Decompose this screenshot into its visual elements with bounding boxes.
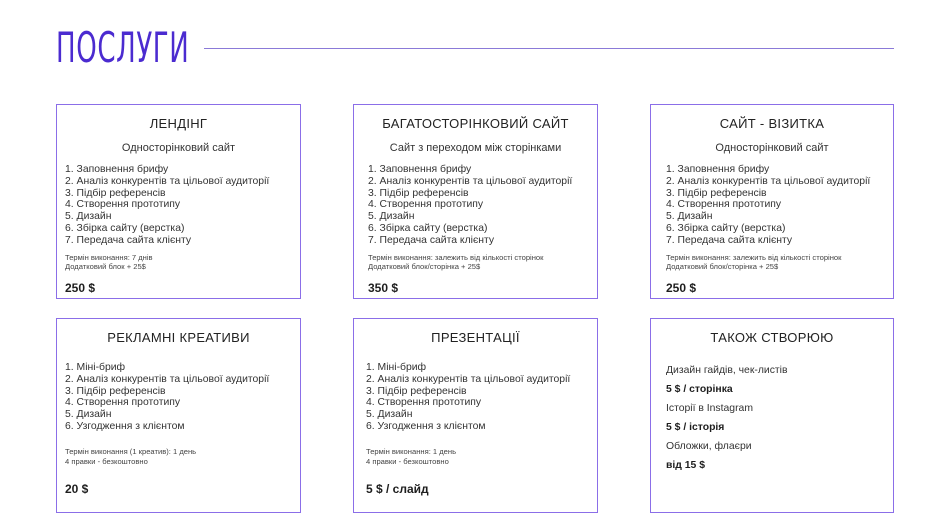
extra-note: Додатковий блок/сторінка + 25$ bbox=[368, 262, 481, 272]
also-create-card bbox=[650, 318, 894, 513]
step-item: 7. Передача сайта клієнту bbox=[65, 234, 192, 246]
term-note: Термін виконання (1 креатив): 1 день bbox=[65, 446, 197, 456]
step-item: 7. Передача сайта клієнту bbox=[368, 234, 495, 246]
card-subtitle: Сайт з переходом між сторінками bbox=[389, 142, 562, 154]
steps-list bbox=[57, 164, 300, 247]
steps-list bbox=[651, 164, 893, 247]
step-item: 6. Збірка сайту (верстка) bbox=[666, 222, 786, 234]
step-item: 4. Створення прототипу bbox=[366, 397, 482, 409]
also-list bbox=[651, 361, 893, 475]
also-item-price: 5 $ / історія bbox=[666, 422, 725, 433]
service-card-multipage bbox=[353, 104, 598, 299]
service-card-landing bbox=[56, 104, 301, 299]
step-item: 5. Дизайн bbox=[368, 211, 415, 223]
step-item: 6. Узгодження з клієнтом bbox=[65, 420, 185, 432]
title-divider bbox=[204, 48, 894, 49]
step-item: 5. Дизайн bbox=[366, 409, 413, 421]
step-item: 6. Узгодження з клієнтом bbox=[366, 420, 486, 432]
step-item: 1. Заповнення брифу bbox=[666, 164, 770, 175]
card-title: БАГАТОСТОРІНКОВИЙ САЙТ bbox=[382, 116, 569, 131]
step-item: 3. Підбір референсів bbox=[368, 187, 469, 199]
step-item: 5. Дизайн bbox=[65, 211, 112, 223]
step-item: 1. Міні-бриф bbox=[366, 362, 427, 373]
step-item: 4. Створення прототипу bbox=[65, 199, 181, 211]
card-title: РЕКЛАМНІ КРЕАТИВИ bbox=[107, 330, 250, 345]
also-item-label: Обложки, флаєри bbox=[666, 441, 752, 452]
step-item: 2. Аналіз конкурентів та цільової аудиторії bbox=[666, 175, 871, 187]
price: 250 $ bbox=[65, 281, 96, 296]
step-item: 4. Створення прототипу bbox=[368, 199, 484, 211]
service-card-ad-creatives bbox=[56, 318, 301, 513]
page-title: ПОСЛУГИ bbox=[56, 23, 190, 72]
step-item: 2. Аналіз конкурентів та цільової аудиторії bbox=[366, 373, 571, 385]
card-title: САЙТ - ВІЗИТКА bbox=[719, 116, 825, 131]
step-item: 2. Аналіз конкурентів та цільової аудиторії bbox=[65, 373, 270, 385]
step-item: 1. Міні-бриф bbox=[65, 362, 126, 373]
term-note: Термін виконання: 1 день bbox=[366, 446, 457, 456]
term-note: Термін виконання: залежить від кількості сторінок bbox=[368, 252, 544, 262]
service-card-presentations bbox=[353, 318, 598, 513]
card-subtitle: Односторінковий сайт bbox=[715, 142, 829, 154]
price: 20 $ bbox=[65, 482, 89, 497]
card-title: ПРЕЗЕНТАЦІЇ bbox=[431, 330, 520, 345]
step-item: 4. Створення прототипу bbox=[666, 199, 782, 211]
steps-list bbox=[354, 164, 597, 247]
card-title: ЛЕНДІНГ bbox=[149, 116, 208, 131]
price: 250 $ bbox=[666, 281, 697, 296]
extra-note: Додатковий блок/сторінка + 25$ bbox=[666, 262, 779, 272]
step-item: 2. Аналіз конкурентів та цільової аудиторії bbox=[65, 175, 270, 187]
step-item: 4. Створення прототипу bbox=[65, 397, 181, 409]
step-item: 1. Заповнення брифу bbox=[368, 164, 472, 175]
step-item: 1. Заповнення брифу bbox=[65, 164, 169, 175]
step-item: 3. Підбір референсів bbox=[65, 187, 166, 199]
step-item: 7. Передача сайта клієнту bbox=[666, 234, 793, 246]
term-note: Термін виконання: залежить від кількості сторінок bbox=[666, 252, 842, 262]
edits-note: 4 правки - безкоштовно bbox=[65, 456, 148, 466]
steps-list bbox=[354, 362, 597, 433]
price: 5 $ / слайд bbox=[366, 482, 429, 497]
edits-note: 4 правки - безкоштовно bbox=[366, 456, 449, 466]
term-note: Термін виконання: 7 днів bbox=[65, 252, 153, 262]
also-item-price: 5 $ / сторінка bbox=[666, 384, 733, 395]
also-item-label: Історії в Instagram bbox=[666, 403, 753, 414]
also-item-price: від 15 $ bbox=[666, 460, 705, 471]
price: 350 $ bbox=[368, 281, 399, 296]
service-card-business-card bbox=[650, 104, 894, 299]
extra-note: Додатковий блок + 25$ bbox=[65, 262, 146, 272]
card-title: ТАКОЖ СТВОРЮЮ bbox=[710, 330, 834, 345]
card-subtitle: Односторінковий сайт bbox=[121, 142, 236, 154]
also-item-label: Дизайн гайдів, чек-листів bbox=[666, 365, 788, 376]
step-item: 5. Дизайн bbox=[666, 211, 713, 223]
step-item: 3. Підбір референсів bbox=[65, 385, 166, 397]
step-item: 2. Аналіз конкурентів та цільової аудиторії bbox=[368, 175, 573, 187]
step-item: 6. Збірка сайту (верстка) bbox=[65, 222, 185, 234]
step-item: 3. Підбір референсів bbox=[366, 385, 467, 397]
steps-list bbox=[57, 362, 300, 433]
step-item: 6. Збірка сайту (верстка) bbox=[368, 222, 488, 234]
step-item: 5. Дизайн bbox=[65, 409, 112, 421]
step-item: 3. Підбір референсів bbox=[666, 187, 767, 199]
